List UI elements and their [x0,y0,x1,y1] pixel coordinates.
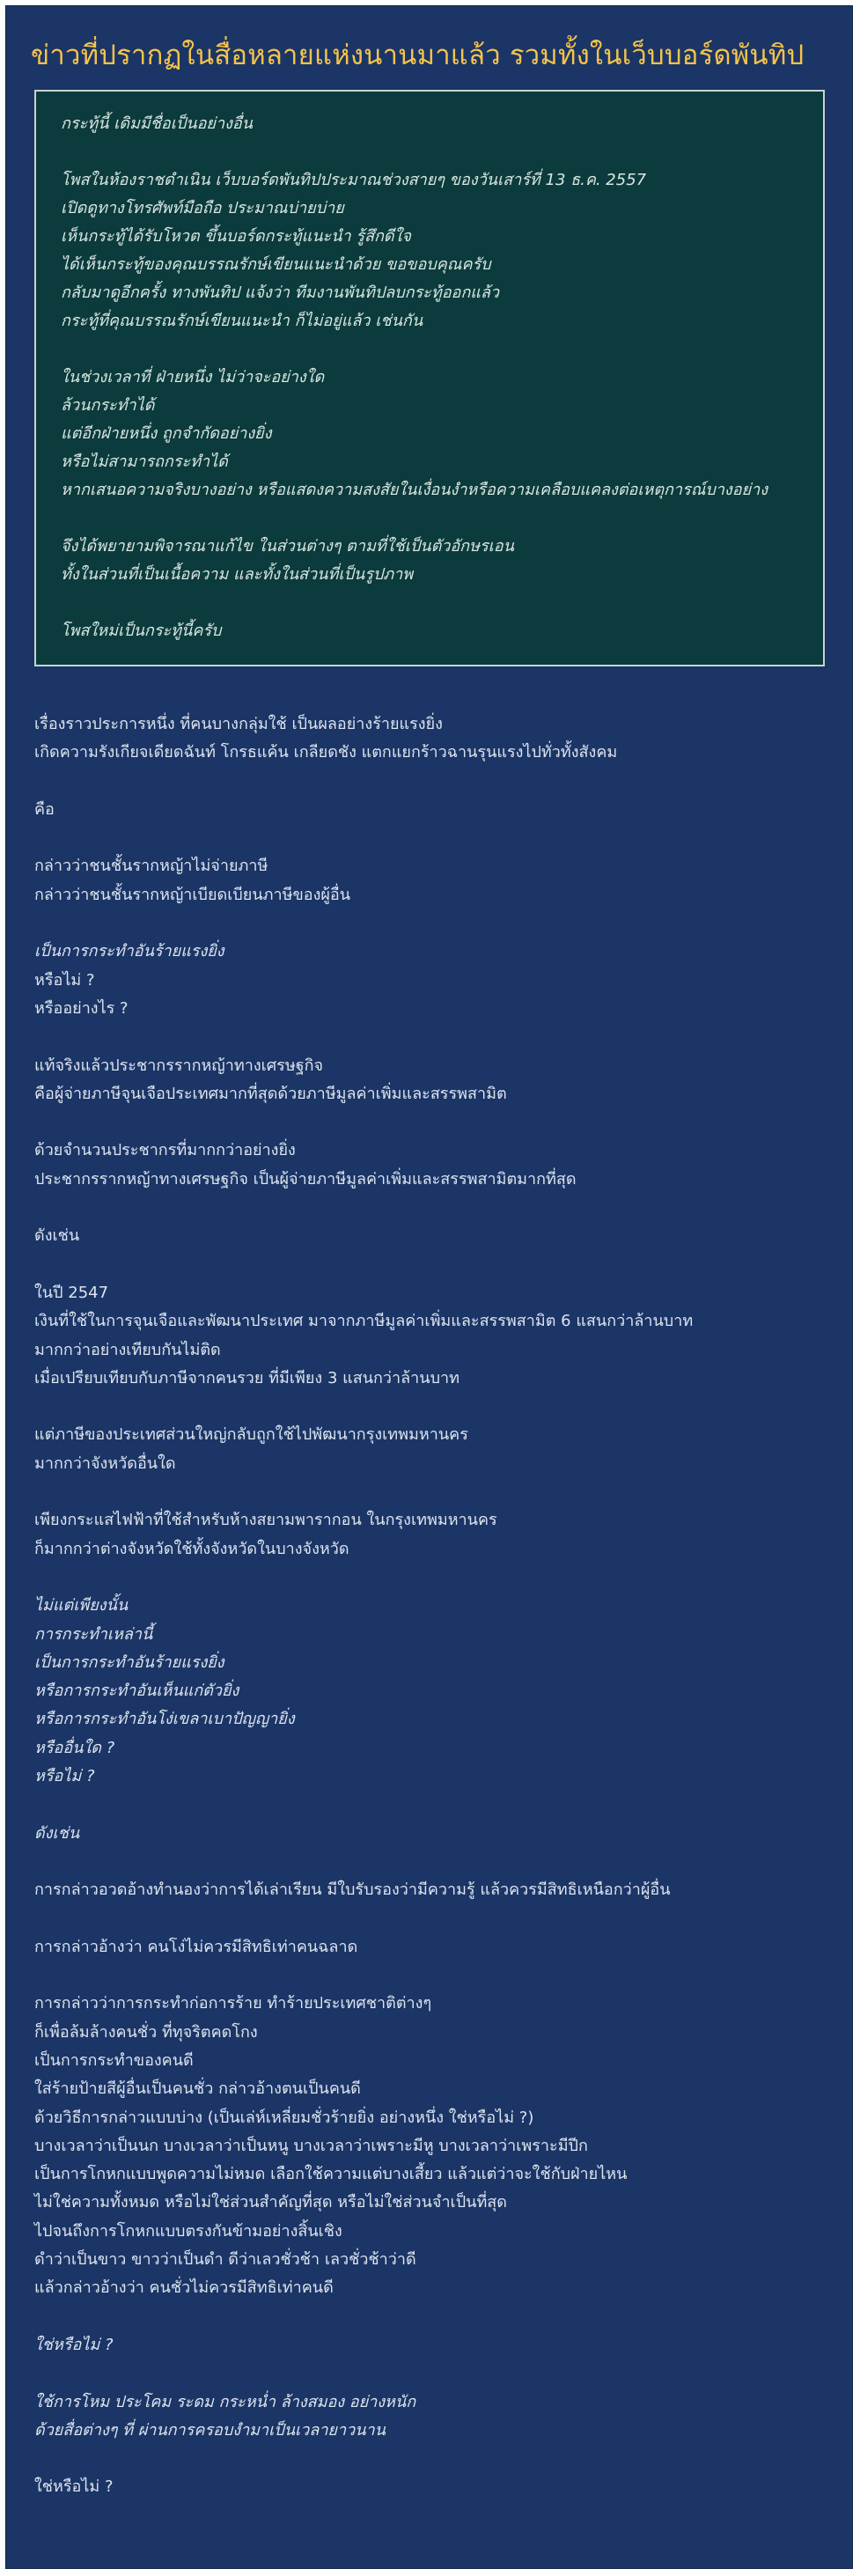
quote-line: กระทู้ที่คุณบรรณรักษ์เขียนแนะนำ ก็ไม่อยู่แล้ว เช่นกัน [61,312,423,330]
body-line: เพียงกระแสไฟฟ้าที่ใช้สำหรับห้างสยามพารากอน ในกรุงเทพมหานคร [34,1511,497,1530]
body-line: เป็นการกระทำอันร้ายแรงยิ่ง [34,1652,224,1672]
body-line: ใช่หรือไม่ ? [34,2477,114,2497]
body-blank-line [34,768,827,796]
quote-line: โพสใหม่เป็นกระทู้นี้ครับ [61,622,222,640]
body-blank-line [34,2445,827,2473]
quote-line: จึงได้พยายามพิจารณาแก้ไข ในส่วนต่างๆ ตามที่ใช้เป็นตัวอักษรเอน [61,537,514,556]
body-blank-line [34,824,827,852]
body-line: มากกว่าอย่างเทียบกันไม่ติด [34,1340,221,1359]
body-line: การกระทำเหล่านี้ [34,1624,153,1644]
quote-line: กลับมาดูอีกครั้ง ทางพันทิป แจ้งว่า ทีมงานพันทิปลบกระทู้ออกแล้ว [61,283,499,302]
body-line: หรือไม่ ? [34,970,95,990]
body-line: ใช่หรือไม่ ? [34,2335,114,2354]
body-line: ก็มากกว่าต่างจังหวัดใช้ทั้งจังหวัดในบางจังหวัด [34,1539,349,1558]
body-line: การกล่าวอ้างว่า คนโง่ไม่ควรมีสิทธิเท่าคนฉลาด [34,1937,358,1956]
body-line: ก็เพื่อล้มล้างคนชั่ว ที่ทุจริตคดโกง [34,2022,258,2042]
body-blank-line [34,1791,827,1819]
body-blank-line [34,1564,827,1592]
body-line: เป็นการกระทำอันร้ายแรงยิ่ง [34,942,224,961]
body-line: เรื่องราวประการหนึ่ง ที่คนบางกลุ่มใช้ เป็นผลอย่างร้ายแรงยิ่ง [34,715,443,733]
body-line: คือผู้จ่ายภาษีจุนเจือประเทศมากที่สุดด้วยภาษีมูลค่าเพิ่มและสรรพสามิต [34,1084,507,1103]
body-line: เป็นการโกหกแบบพูดความไม่หมด เลือกใช้ความแต่บางเสี้ยว แล้วแต่ว่าจะใช้กับฝ่ายไหน [34,2165,628,2184]
body-blank-line [34,1478,827,1506]
body-line: ดังเช่น [34,1226,80,1246]
quote-blank-line [61,504,798,533]
quote-blank-line [61,138,798,166]
body-blank-line [34,1108,827,1137]
body-line: ไปจนถึงการโกหกแบบตรงกันข้ามอย่างสิ้นเชิง [34,2221,342,2241]
quote-line: หรือไม่สามารถกระทำได้ [61,453,228,471]
body-line: ด้วยสื่อต่างๆ ที่ ผ่านการครอบงำมาเป็นเวลายาวนาน [34,2420,386,2440]
body-line: แท้จริงแล้วประชากรรากหญ้าทางเศรษฐกิจ [34,1056,324,1075]
post-title: ข่าวที่ปรากฏในสื่อหลายแห่งนานมาแล้ว รวมทั้งในเว็บบอร์ดพันทิป [31,40,805,71]
quote-line: เปิดดูทางโทรศัพท์มือถือ ประมาณบ่ายบ่าย [61,199,344,217]
body-blank-line [34,1904,827,1932]
body-line: การกล่าวอวดอ้างทำนองว่าการได้เล่าเรียน มีใบรับรองว่ามีความรู้ แล้วควรมีสิทธิเหนือกว่าผู้อื่น [34,1880,671,1900]
body-blank-line [34,1848,827,1876]
quote-line: ในช่วงเวลาที่ ฝ่ายหนึ่ง ไม่ว่าจะอย่างใด [61,368,325,386]
quote-line: ได้เห็นกระทู้ของคุณบรรณรักษ์เขียนแนะนำด้วย ขอขอบคุณครับ [61,255,491,274]
body-line: ด้วยจำนวนประชากรที่มากกว่าอย่างยิ่ง [34,1141,296,1160]
body-line: เงินที่ใช้ในการจุนเจือและพัฒนาประเทศ มาจากภาษีมูลค่าเพิ่มและสรรพสามิต 6 แสนกว่าล้านบาท [34,1312,694,1331]
quote-line: ทั้งในส่วนที่เป็นเนื้อความ และทั้งในส่วนที่เป็นรูปภาพ [61,565,414,584]
body-line: หรือไม่ ? [34,1766,95,1785]
quote-line: ล้วนกระทำได้ [61,396,155,415]
body-blank-line [34,1393,827,1421]
body-blank-line [34,2303,827,2331]
post-body [34,710,827,2502]
body-line: การกล่าวว่าการกระทำก่อการร้าย ทำร้ายประเทศชาติต่างๆ [34,1994,432,2013]
body-line: ดังเช่น [34,1823,80,1843]
body-line: บางเวลาว่าเป็นนก บางเวลาว่าเป็นหนู บางเวลาว่าเพราะมีหู บางเวลาว่าเพราะมีปีก [34,2136,588,2155]
quote-line: โพสในห้องราชดำเนิน เว็บบอร์ดพันทิปประมาณช่วงสายๆ ของวันเสาร์ที่ 13 ธ.ค. 2557 [61,171,647,189]
body-line: ใส่ร้ายป้ายสีผู้อื่นเป็นคนชั่ว กล่าวอ้างตนเป็นคนดี [34,2079,361,2099]
quote-box [34,90,825,666]
quote-line: เห็นกระทู้ได้รับโหวต ขึ้นบอร์ดกระทู้แนะนำ รู้สึกดีใจ [61,227,411,246]
quote-line: แต่อีกฝ่ายหนึ่ง ถูกจำกัดอย่างยิ่ง [61,424,272,443]
body-line: ในปี 2547 [34,1283,109,1302]
body-line: กล่าวว่าชนชั้นรากหญ้าไม่จ่ายภาษี [34,857,268,876]
body-blank-line [34,1194,827,1222]
body-blank-line [34,909,827,938]
body-line: กล่าวว่าชนชั้นรากหญ้าเบียดเบียนภาษีของผู้อื่น [34,885,351,904]
quote-blank-line [61,335,798,364]
body-blank-line [34,1023,827,1051]
body-blank-line [34,2359,827,2388]
body-line: ใช้การโหม ประโคม ระดม กระหน่ำ ล้างสมอง อย่างหนัก [34,2392,416,2411]
body-line: ไม่ใช่ความทั้งหมด หรือไม่ใช่ส่วนสำคัญที่สุด หรือไม่ใช่ส่วนจำเป็นที่สุด [34,2193,507,2212]
body-line: คือ [34,799,55,819]
body-line: แล้วกล่าวอ้างว่า คนชั่วไม่ควรมีสิทธิเท่าคนดี [34,2278,334,2298]
body-blank-line [34,1961,827,1990]
body-line: เป็นการกระทำของคนดี [34,2050,194,2070]
quote-line: กระทู้นี้ เดิมมีชื่อเป็นอย่างอื่น [61,114,253,133]
quote-blank-line [61,589,798,617]
body-line: ด้วยวิธีการกล่าวแบบบ่าง (เป็นเล่ห์เหลี่ยมชั่วร้ายยิ่ง อย่างหนึ่ง ใช่หรือไม่ ?) [34,2108,534,2127]
body-line: เมื่อเปรียบเทียบกับภาษีจากคนรวย ที่มีเพียง 3 แสนกว่าล้านบาท [34,1368,459,1387]
body-line: ไม่แต่เพียงนั้น [34,1596,129,1616]
body-blank-line [34,1251,827,1279]
body-line: หรือการกระทำอันเห็นแก่ตัวยิ่ง [34,1682,239,1701]
body-line: มากกว่าจังหวัดอื่นใด [34,1454,176,1473]
post-container [5,5,853,2569]
body-line: ดำว่าเป็นขาว ขาวว่าเป็นดำ ดีว่าเลวชั่วช้า เลวชั่วช้าว่าดี [34,2250,416,2270]
body-line: หรืออื่นใด ? [34,1738,115,1757]
body-line: หรืออย่างไร ? [34,998,129,1018]
body-line: หรือการกระทำอันโง่เขลาเบาปัญญายิ่ง [34,1710,295,1729]
body-line: ประชากรรากหญ้าทางเศรษฐกิจ เป็นผู้จ่ายภาษีมูลค่าเพิ่มและสรรพสามิตมากที่สุด [34,1169,577,1189]
body-line: แต่ภาษีของประเทศส่วนใหญ่กลับถูกใช้ไปพัฒนากรุงเทพมหานคร [34,1425,468,1445]
body-line: เกิดความรังเกียจเดียดฉันท์ โกรธแค้น เกลียดชัง แตกแยกร้าวฉานรุนแรงไปทั่วทั้งสังคม [34,743,618,762]
quote-line: หากเสนอความจริงบางอย่าง หรือแสดงความสงสัยในเงื่อนงำหรือความเคลือบแคลงต่อเหตุการณ์บางอย่าง [61,481,768,499]
